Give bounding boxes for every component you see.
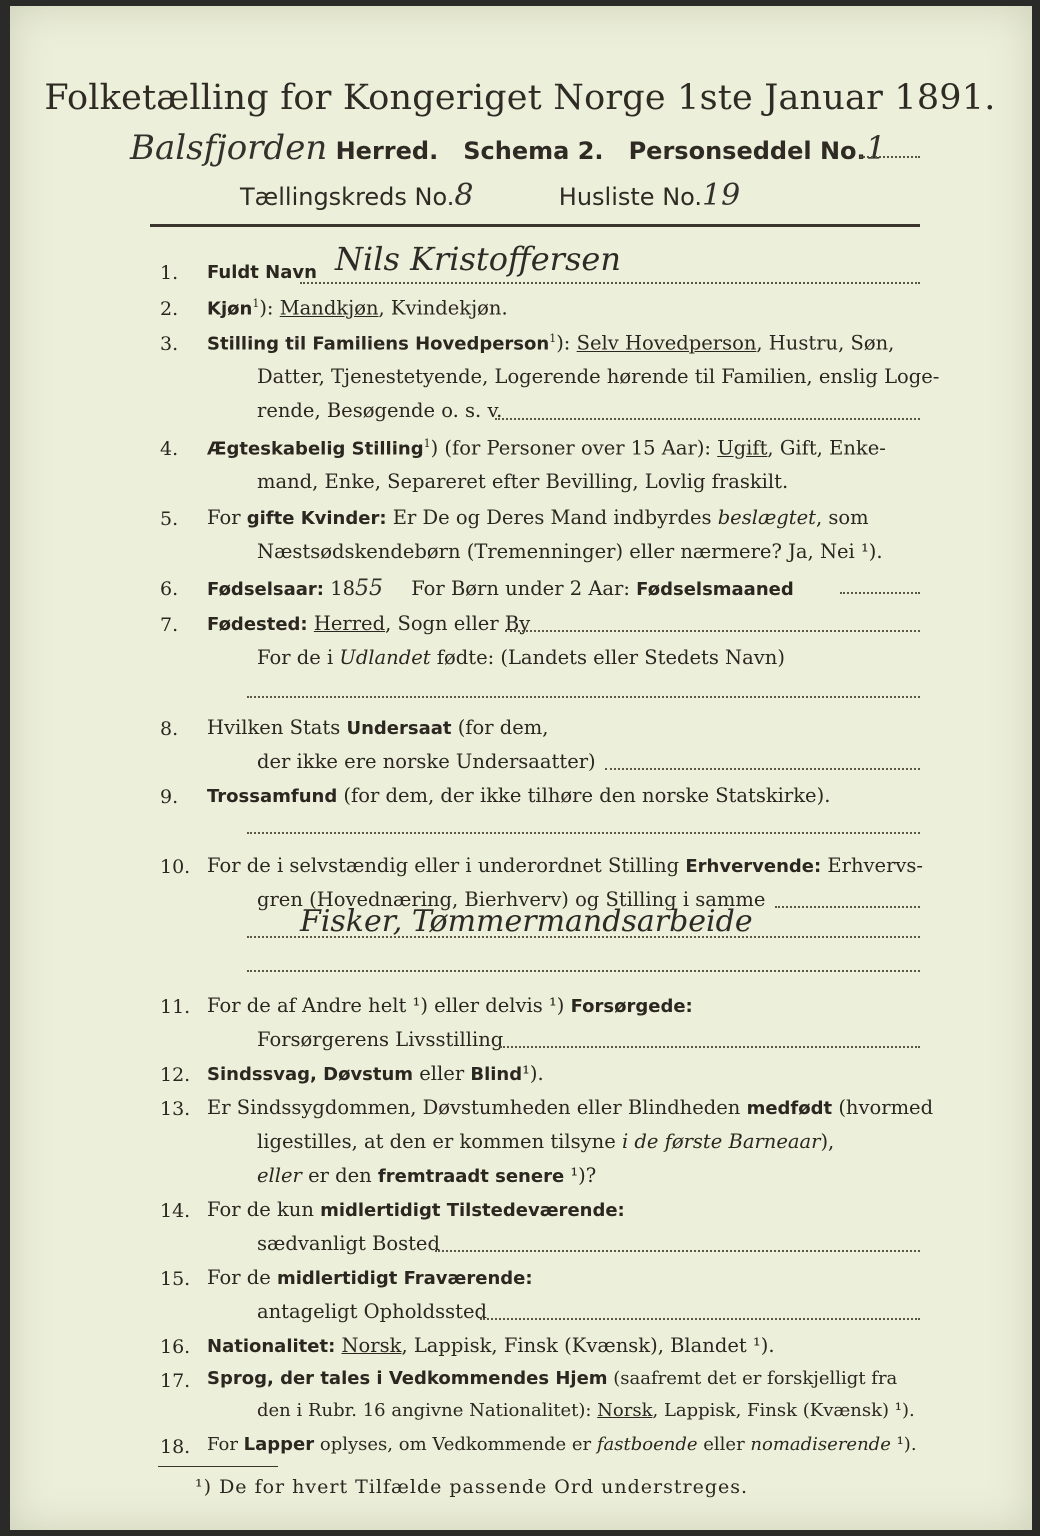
q15-line2: antageligt Opholdssted [257,1300,488,1323]
q11-line2: Forsørgerens Livsstilling [257,1028,504,1051]
q10-line1: For de i selvstændig eller i underordnet Stilling Erhvervende: Erhvervs- [207,854,924,877]
q18-number: 18. [160,1436,191,1458]
q14-number: 14. [160,1200,191,1222]
q5-line2: Næstsødskendebørn (Tremenninger) eller nærmere? Ja, Nei ¹). [257,540,883,563]
q7-line1: Fødested: Herred, Sogn eller By [207,612,531,635]
herred-line [130,128,886,168]
q6-number: 6. [160,578,179,600]
q14-line2: sædvanligt Bosted [257,1232,440,1255]
q13-number: 13. [160,1098,191,1120]
footnote-rule [158,1466,278,1467]
q11-line1: For de af Andre helt ¹) eller delvis ¹) Forsørgede: [207,994,693,1017]
q9-answer-dots [247,832,920,834]
q17-line2: den i Rubr. 16 angivne Nationalitet): Norsk, Lappisk, Finsk (Kvænsk) ¹). [257,1400,915,1421]
q12-line: Sindssvag, Døvstum eller Blind¹). [207,1062,544,1085]
q8-dots [605,768,920,770]
personseddel-number: 1 [865,129,886,167]
q14-dots [435,1250,920,1252]
q10-occupation-handwritten: Fisker, Tømmermandsarbeide [300,904,753,939]
q16-number: 16. [160,1336,191,1358]
q1-number: 1. [160,262,179,284]
q4-line1: Ægteskabelig Stilling$^1$) (for Personer over 15 Aar): Ugift, Gift, Enke- [207,436,886,460]
form-title: Folketælling for Kongeriget Norge 1ste Januar 1891. [44,78,996,118]
q10-number: 10. [160,856,191,878]
q10-answer-dots [247,936,920,938]
q3-dots [495,418,920,420]
schema-label: Schema 2. [463,137,604,165]
q13-line1: Er Sindssygdommen, Døvstumheden eller Blindheden medfødt (hvormed [207,1096,934,1119]
q15-dots [480,1318,920,1320]
footnote: ¹) De for hvert Tilfælde passende Ord understreges. [195,1476,749,1498]
q7-answer-dots [247,696,920,698]
krets-number: 8 [454,178,474,213]
q3-line2: Datter, Tjenestetyende, Logerende hørende til Familien, enslig Loge- [257,365,940,388]
q10-line2: gren (Hovednæring, Bierhverv) og Stilling i samme [257,888,766,911]
q1-label: Fuldt Navn [207,262,317,283]
husliste-number: 19 [702,178,741,213]
q15-number: 15. [160,1268,191,1290]
q8-line1: Hvilken Stats Undersaat (for dem, [207,716,549,739]
q16-line: Nationalitet: Norsk, Lappisk, Finsk (Kvænsk), Blandet ¹). [207,1334,775,1357]
q8-line2: der ikke ere norske Undersaatter) [257,750,596,773]
q6-line: Fødselsaar: 1855 For Børn under 2 Aar: Fødselsmaaned [207,576,794,601]
q15-line1: For de midlertidigt Fraværende: [207,1266,533,1289]
herred-handwritten: Balsfjorden [130,128,328,168]
q11-dots [500,1046,920,1048]
q4-line2: mand, Enke, Separeret efter Bevilling, Lovlig fraskilt. [257,470,789,493]
krets-label: Tællingskreds No. [240,183,455,211]
q2-number: 2. [160,298,179,320]
q13-line2: ligestilles, at den er kommen tilsyne i de første Barneaar), [257,1130,835,1153]
q7-line2: For de i Udlandet fødte: (Landets eller Stedets Navn) [257,646,785,669]
q10-dots [775,906,920,908]
q8-number: 8. [160,718,179,740]
husliste-label: Husliste No. [558,183,703,211]
q3-number: 3. [160,333,179,355]
personseddel-label: Personseddel No. [628,137,866,165]
q2-line: Kjøn$^1$): Mandkjøn, Kvindekjøn. [207,296,508,320]
q3-line1: Stilling til Familiens Hovedperson$^1$): Selv Hovedperson, Hustru, Søn, [207,331,895,355]
q10-answer-dots-2 [247,970,920,972]
q7-dots [505,630,920,632]
q3-line3: rende, Besøgende o. s. v. [257,399,503,422]
krets-line [240,178,740,213]
q6-dots [840,592,920,594]
q11-number: 11. [160,996,191,1018]
q17-line1: Sprog, der tales i Vedkommendes Hjem (saafremt det er forskjelligt fra [207,1368,898,1389]
q17-number: 17. [160,1370,191,1392]
q1-dots [300,282,920,284]
q4-number: 4. [160,438,179,460]
q12-number: 12. [160,1064,191,1086]
q9-line: Trossamfund (for dem, der ikke tilhøre den norske Statskirke). [207,784,831,807]
q14-line1: For de kun midlertidigt Tilstedeværende: [207,1198,625,1221]
personseddel-dots [860,156,920,158]
q9-number: 9. [160,786,179,808]
q5-number: 5. [160,508,179,530]
q18-line: For Lapper oplyses, om Vedkommende er fastboende eller nomadiserende ¹). [207,1434,917,1455]
q13-line3: eller er den fremtraadt senere ¹)? [257,1164,597,1187]
q1-name-handwritten: Nils Kristoffersen [335,240,621,278]
q7-number: 7. [160,614,179,636]
header-rule [150,224,920,227]
q5-line1: For gifte Kvinder: Er De og Deres Mand indbyrdes beslægtet, som [207,506,869,529]
herred-label: Herred. [335,137,439,165]
